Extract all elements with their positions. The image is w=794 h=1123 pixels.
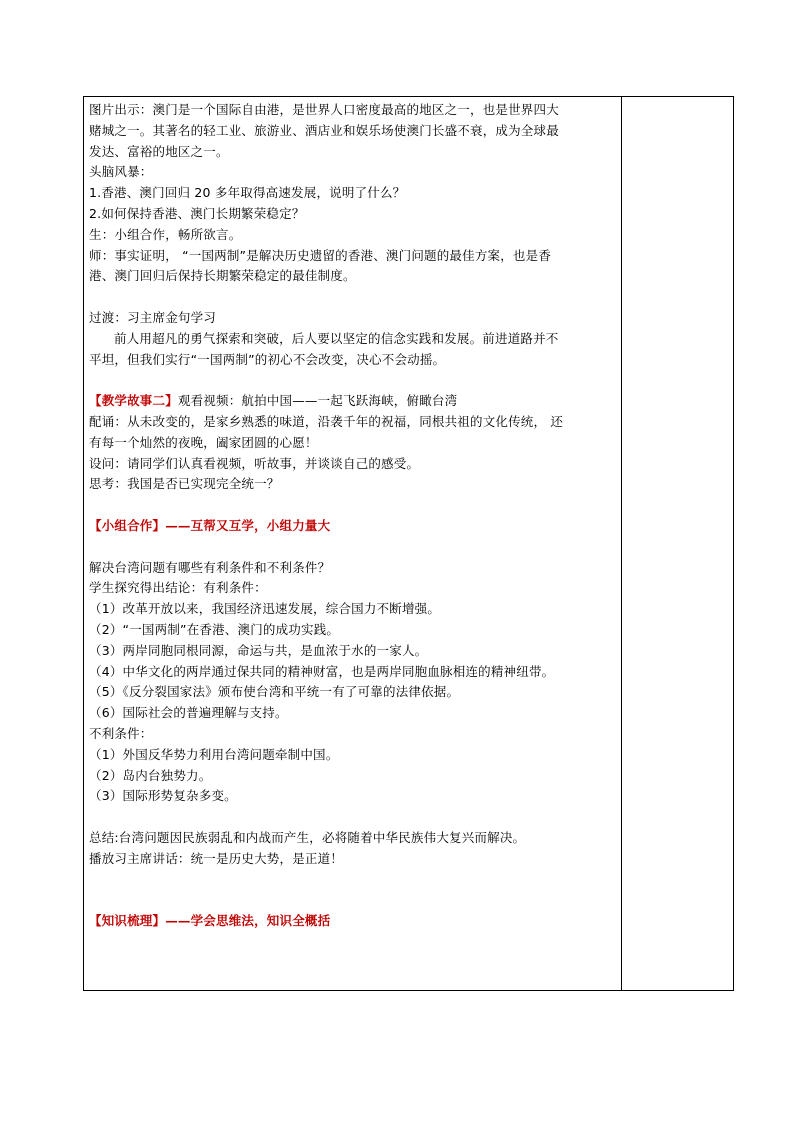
text-line: （2）“一国两制”在香港、澳门的成功实践。 <box>89 621 340 637</box>
text-line: 解决台湾问题有哪些有利条件和不利条件？ <box>89 559 331 575</box>
text-line: （5）《反分裂国家法》颁布使台湾和平统一有了可靠的法律依据。 <box>89 684 460 700</box>
story-two-line <box>89 391 615 412</box>
text-line: 2.如何保持香港、澳门长期繁荣稳定？ <box>89 205 305 221</box>
text-line: （3）国际形势复杂多变。 <box>89 788 237 804</box>
text-line: （6）国际社会的普遍理解与支持。 <box>89 705 288 721</box>
text-line: 设问：请同学们认真看视频，听故事，并谈谈自己的感受。 <box>89 455 420 471</box>
blank-line <box>89 495 615 516</box>
blank-line <box>89 890 615 911</box>
text-line: 头脑风暴： <box>89 164 153 180</box>
blank-line <box>89 869 615 890</box>
text-line: 赌城之一。其著名的轻工业、旅游业、酒店业和娱乐场使澳门长盛不衰，成为全球最 <box>89 122 559 138</box>
story-two-text: 观看视频：航拍中国——一起飞跃海峡，俯瞰台湾 <box>177 393 458 409</box>
text-line: 生：小组合作，畅所欲言。 <box>89 226 242 242</box>
text-line: （1）外国反华势力利用台湾问题牵制中国。 <box>89 746 339 762</box>
blank-line <box>89 807 615 828</box>
text-line: （2）岛内台独势力。 <box>89 767 212 783</box>
text-line: 前人用超凡的勇气探索和突破，后人要以坚定的信念实践和发展。前进道路并不 <box>114 330 559 346</box>
text-line: 发达、富裕的地区之一。 <box>89 143 229 159</box>
text-line: 思考：我国是否已实现完全统一？ <box>89 476 280 492</box>
lesson-content-cell <box>89 100 615 932</box>
text-line: （4）中华文化的两岸通过保共同的精神财富，也是两岸同胞血脉相连的精神纽带。 <box>89 663 555 679</box>
text-line: 过渡：习主席金句学习 <box>89 309 217 325</box>
text-line: 有每一个灿然的夜晚，阖家团圆的心愿！ <box>89 434 318 450</box>
text-line: 1.香港、澳门回归 20 多年取得高速发展，说明了什么？ <box>89 185 406 201</box>
knowledge-review-heading: 【知识梳理】——学会思维法，知识全概括 <box>89 913 331 929</box>
blank-line <box>89 370 615 391</box>
text-line: 平坦，但我们实行“一国两制”的初心不会改变，决心不会动摇。 <box>89 351 446 367</box>
group-work-heading: 【小组合作】——互帮又互学，小组力量大 <box>89 517 331 533</box>
text-line: 港、澳门回归后保持长期繁荣稳定的最佳制度。 <box>89 268 356 284</box>
blank-line <box>89 537 615 558</box>
story-two-heading: 【教学故事二】 <box>89 393 178 409</box>
text-line: 不利条件： <box>89 725 153 741</box>
text-line: 总结:台湾问题因民族弱乱和内战而产生，必将随着中华民族伟大复兴而解决。 <box>89 829 526 845</box>
text-line: 配诵：从未改变的，是家乡熟悉的味道，沿袭千年的祝福，同根共祖的文化传统， 还 <box>89 413 564 429</box>
text-line: 图片出示：澳门是一个国际自由港，是世界人口密度最高的地区之一，也是世界四大 <box>89 102 559 117</box>
blank-line <box>89 287 615 308</box>
text-line: （1）改革开放以来，我国经济迅速发展，综合国力不断增强。 <box>89 601 441 617</box>
lesson-table <box>83 96 734 991</box>
notes-cell <box>622 97 733 990</box>
text-line: 师：事实证明， “一国两制”是解决历史遗留的香港、澳门问题的最佳方案，也是香 <box>89 247 552 263</box>
text-line: （3）两岸同胞同根同源，命运与共，是血浓于水的一家人。 <box>89 642 428 658</box>
text-line: 学生探究得出结论：有利条件： <box>89 580 267 596</box>
text-line: 播放习主席讲话：统一是历史大势，是正道！ <box>89 850 344 866</box>
